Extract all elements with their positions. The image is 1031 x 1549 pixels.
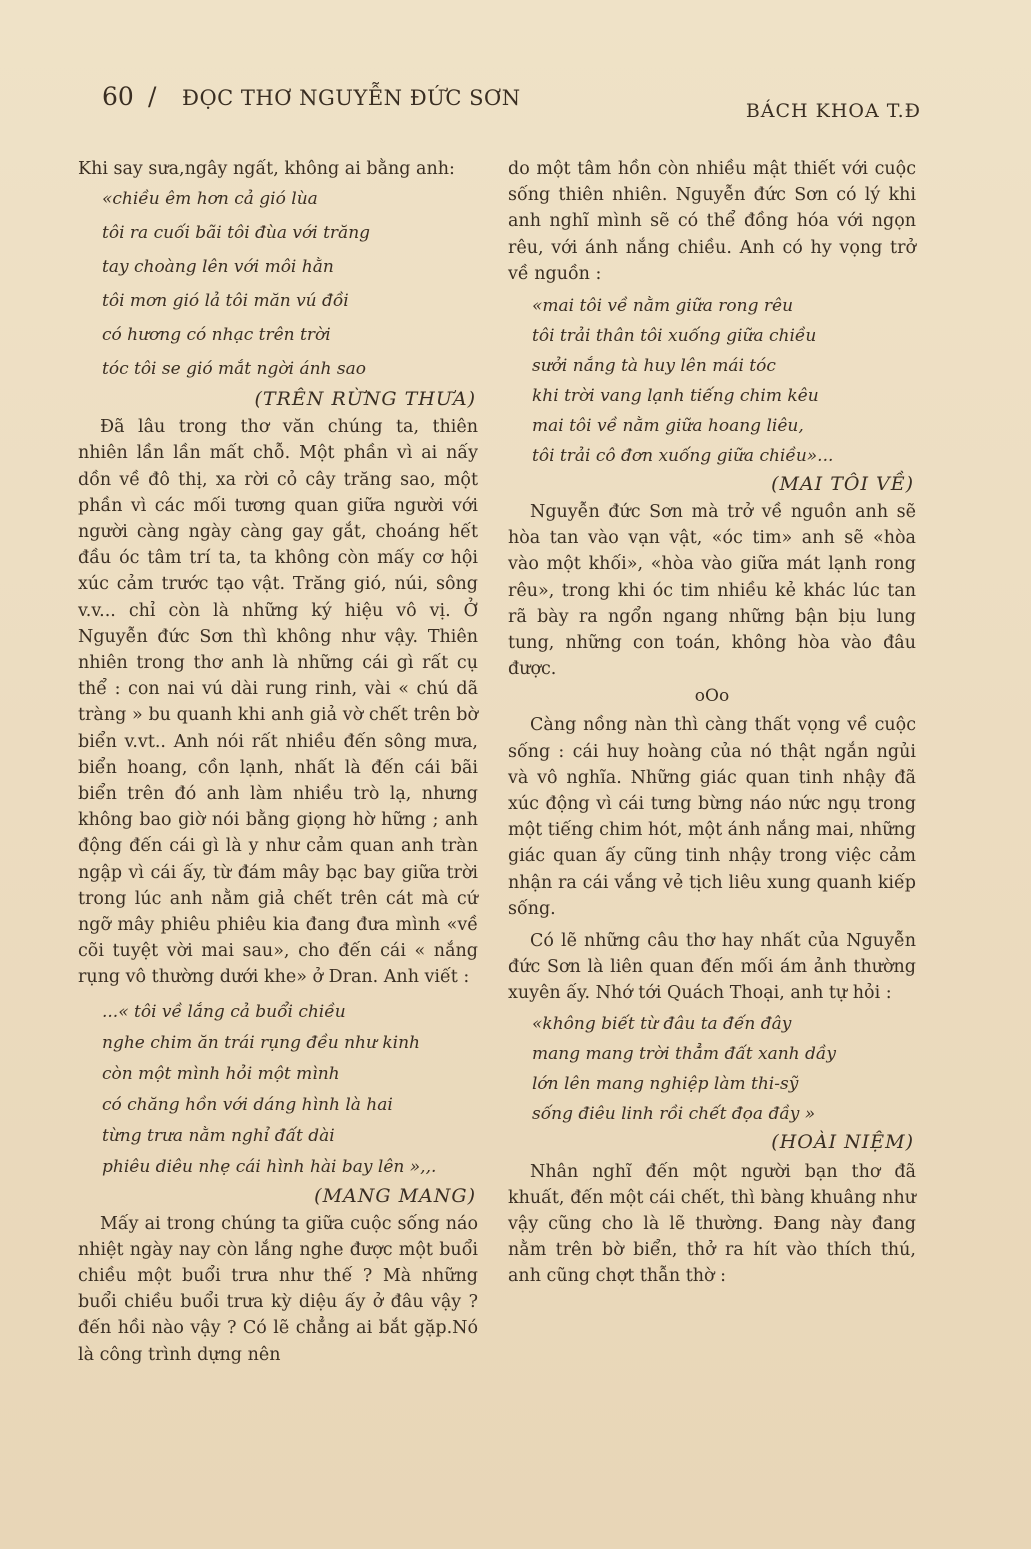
left-paragraph-2: Mấy ai trong chúng ta giữa cuộc sống náo nhiệt ngày nay còn lắng nghe được một buổi chiều một buổi trưa như thế ? Mà những buổi chiều buổi trưa kỳ diệu ấy ở đâu vậy ? đến hồi nào vậy ? Có lẽ chẳng ai bắt gặp.Nó là công trình dựng nên bbox=[78, 1213, 478, 1365]
page-header bbox=[98, 82, 921, 122]
poem-line: tôi trải thân tôi xuống giữa chiều bbox=[532, 326, 817, 347]
right-paragraph-4: Có lẽ những câu thơ hay nhất của Nguyễn đức Sơn là liên quan đến mối ám ảnh thường xuyên ấy. Nhớ tới Quách Thoại, anh tự hỏi : bbox=[508, 931, 916, 1004]
poem-line: tôi mơn gió lả tôi măn vú đồi bbox=[102, 291, 349, 312]
poem-line: «không biết từ đâu ta đến đây bbox=[532, 1013, 792, 1034]
poem-line: «chiều êm hơn cả gió lùa bbox=[102, 189, 318, 210]
right-paragraph-3: Càng nồng nàn thì càng thất vọng về cuộc sống : cái huy hoàng của nó thật ngắn ngủi và vô nghĩa. Những giác quan tinh nhậy đã xúc động vì cái tưng bừng náo nức ngụ trong một tiếng chim hót, một ánh nắng mai, những giác quan ấy cũng tinh nhậy trong việc cảm nhận ra cái vắng vẻ tịch liêu xung quanh kiếp sống. bbox=[508, 715, 916, 919]
poem-hoai-niem bbox=[508, 1009, 916, 1129]
magazine-name: BÁCH KHOA T.Đ bbox=[745, 100, 921, 122]
poem-line: mai tôi về nằm giữa hoang liêu, bbox=[532, 416, 804, 437]
right-paragraph-2: Nguyễn đức Sơn mà trở về nguồn anh sẽ hòa tan vào vạn vật, «óc tim» anh sẽ «hòa vào một khối», «hòa vào giữa mát lạnh rong rêu», trong khi óc tim nhiều kẻ khác lúc tan rã bày ra ngổn ngang những bận bịu lung tung, những con toán, không hòa vào đâu được. bbox=[508, 502, 916, 680]
poem-mai-toi-ve bbox=[508, 291, 916, 471]
poem-tren-rung-thua bbox=[78, 182, 478, 386]
poem-citation: (TRÊN RỪNG THƯA) bbox=[254, 388, 476, 411]
poem-line: phiêu diêu nhẹ cái hình hài bay lên »,,. bbox=[102, 1156, 437, 1177]
left-paragraph-1: Đã lâu trong thơ văn chúng ta, thiên nhiên lần lần mất chỗ. Một phần vì ai nấy dồn về đô thị, xa rời cỏ cây trăng sao, một phần vì các mối tương quan giữa người với người càng ngày càng gay gắt, choáng hết đầu óc tâm trí ta, ta không còn mấy cơ hội xúc cảm trước tạo vật. Trăng gió, núi, sông v.v... chỉ còn là những ký hiệu vô vị. Ở Nguyễn đức Sơn thì không như vậy. Thiên nhiên trong thơ anh là những cái gì rất cụ thể : con nai vú dài rung rinh, vài « chú dã tràng » bu quanh khi anh giả vờ chết trên bờ biển v.vt.. Anh nói rất nhiều đến sông mưa, biển hoang, cồn lạnh, nhất là đến cái bãi biển trên đó anh làm nhiều trò lạ, nhưng không bao giờ nói bằng giọng hờ hững ; anh động đến cái gì là y như cảm quan anh tràn ngập vì cái ấy, từ đám mây bạc bay giữa trời trong lúc anh nằm giả chết trên cát mà cứ ngỡ mây phiêu phiêu kia đang đưa mình «về cõi tuyệt vời mai sau», cho đến cái « nắng rụng vô thường dưới khe» ở Dran. Anh viết : bbox=[78, 417, 478, 988]
left-intro: Khi say sưa,ngây ngất, không ai bằng anh: bbox=[78, 159, 455, 179]
poem-mang-mang bbox=[78, 997, 478, 1183]
poem-citation: (HOÀI NIỆM) bbox=[771, 1130, 914, 1153]
poem-line: lớn lên mang nghiệp làm thi-sỹ bbox=[532, 1073, 799, 1094]
poem-line: mang mang trời thẳm đất xanh dầy bbox=[532, 1043, 836, 1064]
poem-citation: (MANG MANG) bbox=[314, 1184, 476, 1207]
header-divider: / bbox=[148, 82, 157, 111]
poem-line: có chăng hồn với dáng hình là hai bbox=[102, 1094, 393, 1115]
page-number: 60 bbox=[102, 82, 134, 111]
article-title: ĐỌC THƠ NGUYỄN ĐỨC SƠN bbox=[182, 86, 521, 110]
poem-line: ...« tôi về lắng cả buổi chiều bbox=[102, 1001, 346, 1022]
right-paragraph-5: Nhân nghĩ đến một người bạn thơ đã khuất, đến một cái chết, thì bàng khuâng như vậy cũng cho là lẽ thường. Đang này đang nằm trên bờ biển, thở ra hít vào thích thú, anh cũng chợt thẫn thờ : bbox=[508, 1161, 916, 1287]
poem-citation: (MAI TÔI VỀ) bbox=[771, 473, 914, 496]
section-separator: oOo bbox=[694, 686, 730, 707]
poem-line: «mai tôi về nằm giữa rong rêu bbox=[532, 296, 794, 317]
poem-line: khi trời vang lạnh tiếng chim kêu bbox=[532, 386, 819, 407]
right-column bbox=[508, 156, 916, 1290]
right-paragraph-1: do một tâm hồn còn nhiều mật thiết với cuộc sống thiên nhiên. Nguyễn đức Sơn có lý khi anh nghĩ mình sẽ có thể đồng hóa với ngọn rêu, với ánh nắng chiều. Anh có hy vọng trở về nguồn : bbox=[508, 159, 916, 284]
poem-line: có hương có nhạc trên trời bbox=[102, 325, 331, 346]
poem-line: sưởi nắng tà huy lên mái tóc bbox=[532, 356, 776, 377]
poem-line: còn một mình hỏi một mình bbox=[102, 1063, 340, 1084]
left-column bbox=[78, 156, 478, 1368]
poem-line: tay choàng lên với môi hằn bbox=[102, 257, 334, 278]
poem-line: tóc tôi se gió mắt ngời ánh sao bbox=[102, 359, 366, 380]
poem-line: từng trưa nằm nghỉ đất dài bbox=[102, 1125, 335, 1146]
poem-line: nghe chim ăn trái rụng đều như kinh bbox=[102, 1032, 420, 1053]
poem-line: sống điêu linh rồi chết đọa đầy » bbox=[532, 1103, 816, 1124]
poem-line: tôi trải cô đơn xuống giữa chiều»... bbox=[532, 446, 834, 467]
poem-line: tôi ra cuối bãi tôi đùa với trăng bbox=[102, 223, 371, 244]
